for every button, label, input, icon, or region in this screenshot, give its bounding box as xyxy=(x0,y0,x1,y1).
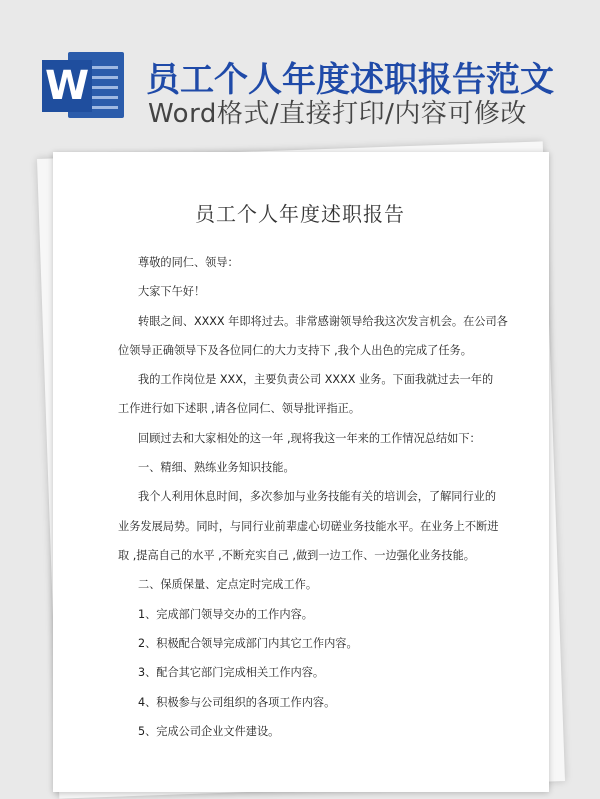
section-heading: 二、保质保量、定点定时完成工作。 xyxy=(138,578,318,591)
list-item: 3、配合其它部门完成相关工作内容。 xyxy=(138,666,325,679)
paragraph-line: 位领导正确领导下及各位同仁的大力支持下 ,我个人出色的完成了任务。 xyxy=(118,344,472,357)
paragraph-line: 取 ,提高自己的水平 ,不断充实自己 ,做到一边工作、一边强化业务技能。 xyxy=(118,549,475,562)
paragraph-line: 工作进行如下述职 ,请各位同仁、领导批评指正。 xyxy=(118,402,361,415)
list-item: 4、积极参与公司组织的各项工作内容。 xyxy=(138,696,336,709)
section-heading: 一、精细、熟练业务知识技能。 xyxy=(138,461,295,474)
word-icon-letter: W xyxy=(42,60,92,112)
word-icon xyxy=(36,50,128,122)
list-item: 2、积极配合领导完成部门内其它工作内容。 xyxy=(138,637,358,650)
header-banner xyxy=(0,0,600,135)
paragraph-line: 我的工作岗位是 XXX，主要负责公司 XXXX 业务。下面我就过去一年的 xyxy=(138,373,494,386)
paragraph-line: 我个人利用休息时间，多次参加与业务技能有关的培训会，了解同行业的 xyxy=(138,490,497,503)
greeting-line: 尊敬的同仁、领导： xyxy=(138,256,239,269)
banner-title: 员工个人年度述职报告范文 xyxy=(146,60,554,100)
banner-subtitle: Word格式/直接打印/内容可修改 xyxy=(148,99,527,129)
paragraph-line: 业务发展局势。同时，与同行业前辈虚心切磋业务技能水平。在业务上不断进 xyxy=(118,520,499,533)
list-item: 5、完成公司企业文件建设。 xyxy=(138,725,280,738)
list-item: 1、完成部门领导交办的工作内容。 xyxy=(138,608,313,621)
paragraph-line: 大家下午好！ xyxy=(138,285,206,298)
paragraph-line: 回顾过去和大家相处的这一年 ,现将我这一年来的工作情况总结如下： xyxy=(138,432,481,445)
document-title: 员工个人年度述职报告 xyxy=(195,202,405,226)
paragraph-line: 转眼之间、XXXX 年即将过去。非常感谢领导给我这次发言机会。在公司各 xyxy=(138,315,508,328)
